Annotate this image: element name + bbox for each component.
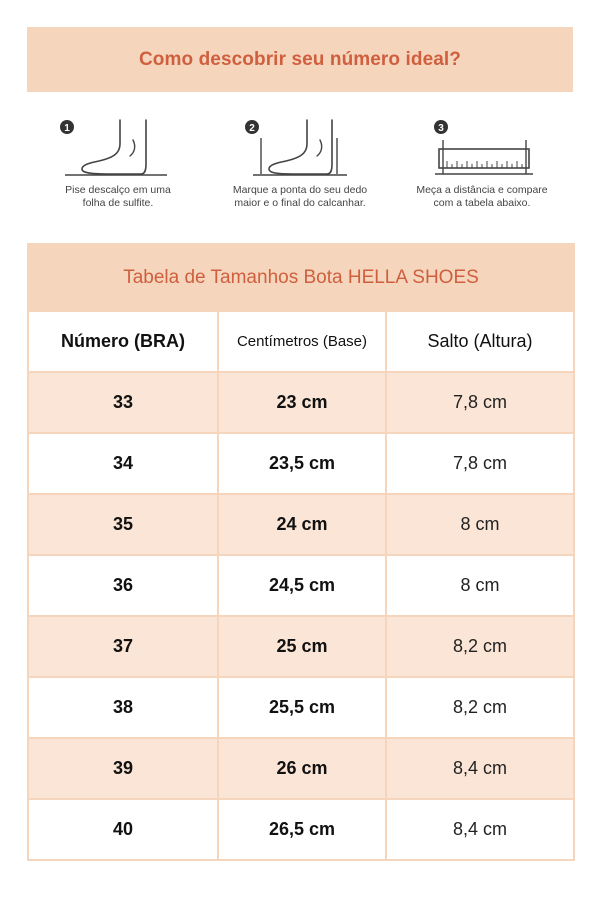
column-header-heel: Salto (Altura) <box>386 311 574 372</box>
size-centimeters: 23 cm <box>218 372 386 433</box>
table-row <box>28 555 574 616</box>
table-title-row <box>28 244 574 311</box>
table-row <box>28 677 574 738</box>
table-row <box>28 433 574 494</box>
step-1-caption <box>27 184 209 210</box>
heel-height: 8,2 cm <box>386 677 574 738</box>
table-row <box>28 738 574 799</box>
step-1 <box>27 112 209 222</box>
size-centimeters: 25 cm <box>218 616 386 677</box>
heel-height: 8 cm <box>386 555 574 616</box>
table-row <box>28 372 574 433</box>
step-3 <box>391 112 573 222</box>
foot-on-paper-icon <box>27 112 209 182</box>
heel-height: 7,8 cm <box>386 372 574 433</box>
size-number: 35 <box>28 494 218 555</box>
table-header-row <box>28 311 574 372</box>
heel-height: 8,2 cm <box>386 616 574 677</box>
caption-line: Marque a ponta do seu dedo <box>232 184 368 196</box>
table-row <box>28 494 574 555</box>
step-2-caption <box>209 184 391 210</box>
size-number: 34 <box>28 433 218 494</box>
column-header-number: Número (BRA) <box>28 311 218 372</box>
table-row <box>28 799 574 860</box>
step-number: 2 <box>249 123 255 134</box>
foot-marked-icon <box>209 112 391 182</box>
heel-height: 8,4 cm <box>386 738 574 799</box>
caption-line: maior e o final do calcanhar. <box>234 197 366 209</box>
size-centimeters: 26 cm <box>218 738 386 799</box>
step-number: 3 <box>438 123 444 134</box>
size-centimeters: 25,5 cm <box>218 677 386 738</box>
size-number: 40 <box>28 799 218 860</box>
heel-height: 7,8 cm <box>386 433 574 494</box>
size-number: 39 <box>28 738 218 799</box>
caption-line: com a tabela abaixo. <box>433 197 531 209</box>
caption-line: Meça a distância e compare <box>416 184 548 196</box>
guide-title: Como descobrir seu número ideal? <box>138 48 462 70</box>
size-number: 38 <box>28 677 218 738</box>
measurement-steps <box>27 112 573 222</box>
caption-line: folha de sulfite. <box>82 197 154 209</box>
size-centimeters: 24,5 cm <box>218 555 386 616</box>
size-number: 36 <box>28 555 218 616</box>
size-centimeters: 24 cm <box>218 494 386 555</box>
heel-height: 8,4 cm <box>386 799 574 860</box>
size-chart-table <box>27 243 575 861</box>
ruler-icon <box>391 112 573 182</box>
size-centimeters: 23,5 cm <box>218 433 386 494</box>
table-row <box>28 616 574 677</box>
column-header-centimeters: Centímetros (Base) <box>218 311 386 372</box>
step-number: 1 <box>64 123 70 134</box>
guide-header <box>27 27 573 92</box>
size-number: 37 <box>28 616 218 677</box>
size-centimeters: 26,5 cm <box>218 799 386 860</box>
heel-height: 8 cm <box>386 494 574 555</box>
size-number: 33 <box>28 372 218 433</box>
step-3-caption <box>391 184 573 210</box>
caption-line: Pise descalço em uma <box>65 184 171 196</box>
step-2 <box>209 112 391 222</box>
table-title: Tabela de Tamanhos Bota HELLA SHOES <box>28 244 574 311</box>
